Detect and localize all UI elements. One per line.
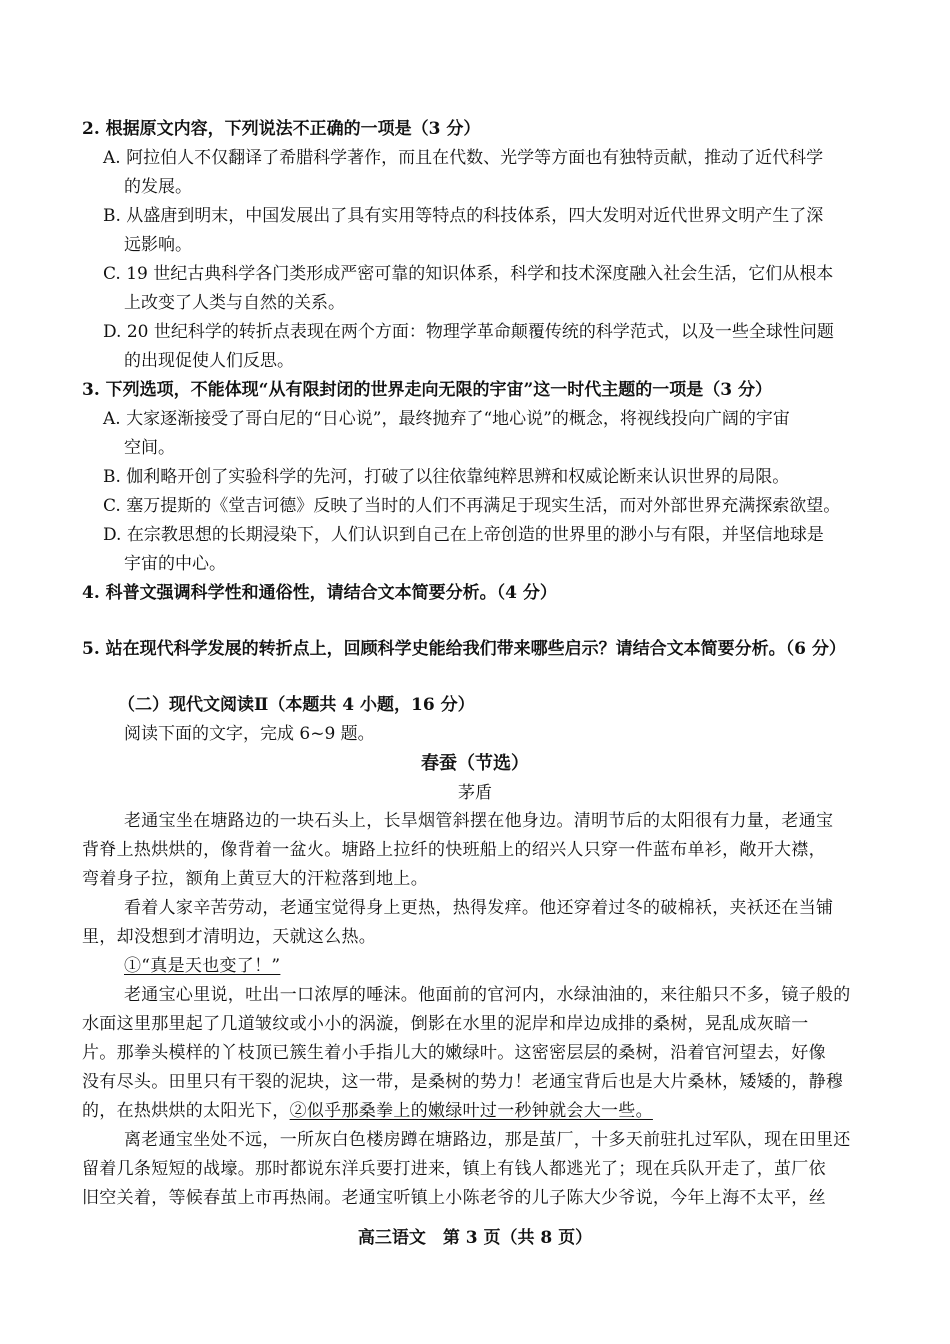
q3-option-a-line1: A. 大家逐渐接受了哥白尼的“日心说”，最终抛弃了“地心说”的概念，将视线投向广阔的宇宙	[103, 409, 790, 429]
section-heading: （二）现代文阅读Ⅱ（本题共 4 小题，16 分）	[118, 695, 475, 715]
passage-p5-line1: 离老通宝坐处不远，一所灰白色楼房蹲在塘路边，那是茧厂，十多天前驻扎过军队，现在田里还	[124, 1130, 851, 1150]
q2-option-d-line2: 的出现促使人们反思。	[124, 351, 294, 371]
passage-p4-line3: 片。那拳头模样的丫枝顶已簇生着小手指儿大的嫩绿叶。这密密层层的桑树，沿着官河望去，好像	[82, 1043, 826, 1063]
passage-p2-line2: 里，却没想到才清明边，天就这么热。	[82, 927, 377, 947]
q3-option-d-line1: D. 在宗教思想的长期浸染下，人们认识到自己在上帝创造的世界里的渺小与有限，并坚信地球是	[103, 525, 824, 545]
passage-p4-line5	[82, 1100, 653, 1122]
passage-title: 春蚕（节选）	[421, 753, 529, 774]
q2-option-c-line2: 上改变了人类与自然的关系。	[124, 293, 345, 313]
page-footer: 高三语文 第 3 页（共 8 页）	[357, 1228, 593, 1248]
passage-quote-1: ①“真是天也变了！”	[124, 956, 281, 976]
question-4: 4. 科普文强调科学性和通俗性，请结合文本简要分析。（4 分）	[82, 583, 557, 603]
q2-option-c-line1: C. 19 世纪古典科学各门类形成严密可靠的知识体系，科学和技术深度融入社会生活，它们从根本	[103, 264, 834, 284]
q2-option-a-line1: A. 阿拉伯人不仅翻译了希腊科学著作，而且在代数、光学等方面也有独特贡献，推动了近代科学	[103, 148, 824, 168]
passage-p5-line3: 旧空关着，等候春茧上市再热闹。老通宝听镇上小陈老爷的儿子陈大少爷说，今年上海不太平，丝	[82, 1188, 826, 1208]
question-2-stem: 2. 根据原文内容，下列说法不正确的一项是（3 分）	[82, 119, 481, 139]
question-5: 5. 站在现代科学发展的转折点上，回顾科学史能给我们带来哪些启示？请结合文本简要分析。（6 分）	[82, 639, 846, 659]
passage-p4-line2: 水面这里那里起了几道皱纹或小小的涡漩，倒影在水里的泥岸和岸边成排的桑树，晃乱成灰暗一	[82, 1014, 809, 1034]
q2-option-a-line2: 的发展。	[124, 177, 192, 197]
q3-option-b: B. 伽利略开创了实验科学的先河，打破了以往依靠纯粹思辨和权威论断来认识世界的局限。	[103, 467, 790, 487]
q2-option-b-line1: B. 从盛唐到明末，中国发展出了具有实用等特点的科技体系，四大发明对近代世界文明产生了深	[103, 206, 824, 226]
q2-option-b-line2: 远影响。	[124, 235, 192, 255]
passage-author: 茅盾	[458, 783, 492, 803]
passage-p1-line1: 老通宝坐在塘路边的一块石头上，长旱烟管斜摆在他身边。清明节后的太阳很有力量，老通宝	[124, 811, 834, 831]
q2-option-d-line1: D. 20 世纪科学的转折点表现在两个方面：物理学革命颠覆传统的科学范式，以及一些全球性问题	[103, 322, 834, 342]
passage-p4-line4: 没有尽头。田里只有干裂的泥块，这一带，是桑树的势力！老通宝背后也是大片桑林，矮矮的，静穆	[82, 1072, 844, 1092]
q3-option-c: C. 塞万提斯的《堂吉诃德》反映了当时的人们不再满足于现实生活，而对外部世界充满探索欲望。	[103, 496, 841, 516]
passage-p4-line1: 老通宝心里说，吐出一口浓厚的唾沫。他面前的官河内，水绿油油的，来往船只不多，镜子般的	[124, 985, 851, 1005]
question-3-stem: 3. 下列选项，不能体现“从有限封闭的世界走向无限的宇宙”这一时代主题的一项是（3 分）	[82, 380, 772, 400]
passage-underlined-sentence-2: ②似乎那桑拳上的嫩绿叶过一秒钟就会大一些。	[289, 1101, 653, 1121]
passage-p1-line3: 弯着身子拉，额角上黄豆大的汗粒落到地上。	[82, 869, 428, 889]
passage-p4-line5-text: 的，在热烘烘的太阳光下，	[82, 1101, 290, 1121]
q3-option-a-line2: 空间。	[124, 438, 175, 458]
q3-option-d-line2: 宇宙的中心。	[124, 554, 226, 574]
passage-p5-line2: 留着几条短短的战壕。那时都说东洋兵要打进来，镇上有钱人都逃光了；现在兵队开走了，茧厂依	[82, 1159, 826, 1179]
passage-p1-line2: 背脊上热烘烘的，像背着一盆火。塘路上拉纤的快班船上的绍兴人只穿一件蓝布单衫，敞开大襟，	[82, 840, 826, 860]
passage-p2-line1: 看着人家辛苦劳动，老通宝觉得身上更热，热得发痒。他还穿着过冬的破棉袄，夹袄还在当铺	[124, 898, 834, 918]
section-instruction: 阅读下面的文字，完成 6~9 题。	[124, 724, 375, 744]
